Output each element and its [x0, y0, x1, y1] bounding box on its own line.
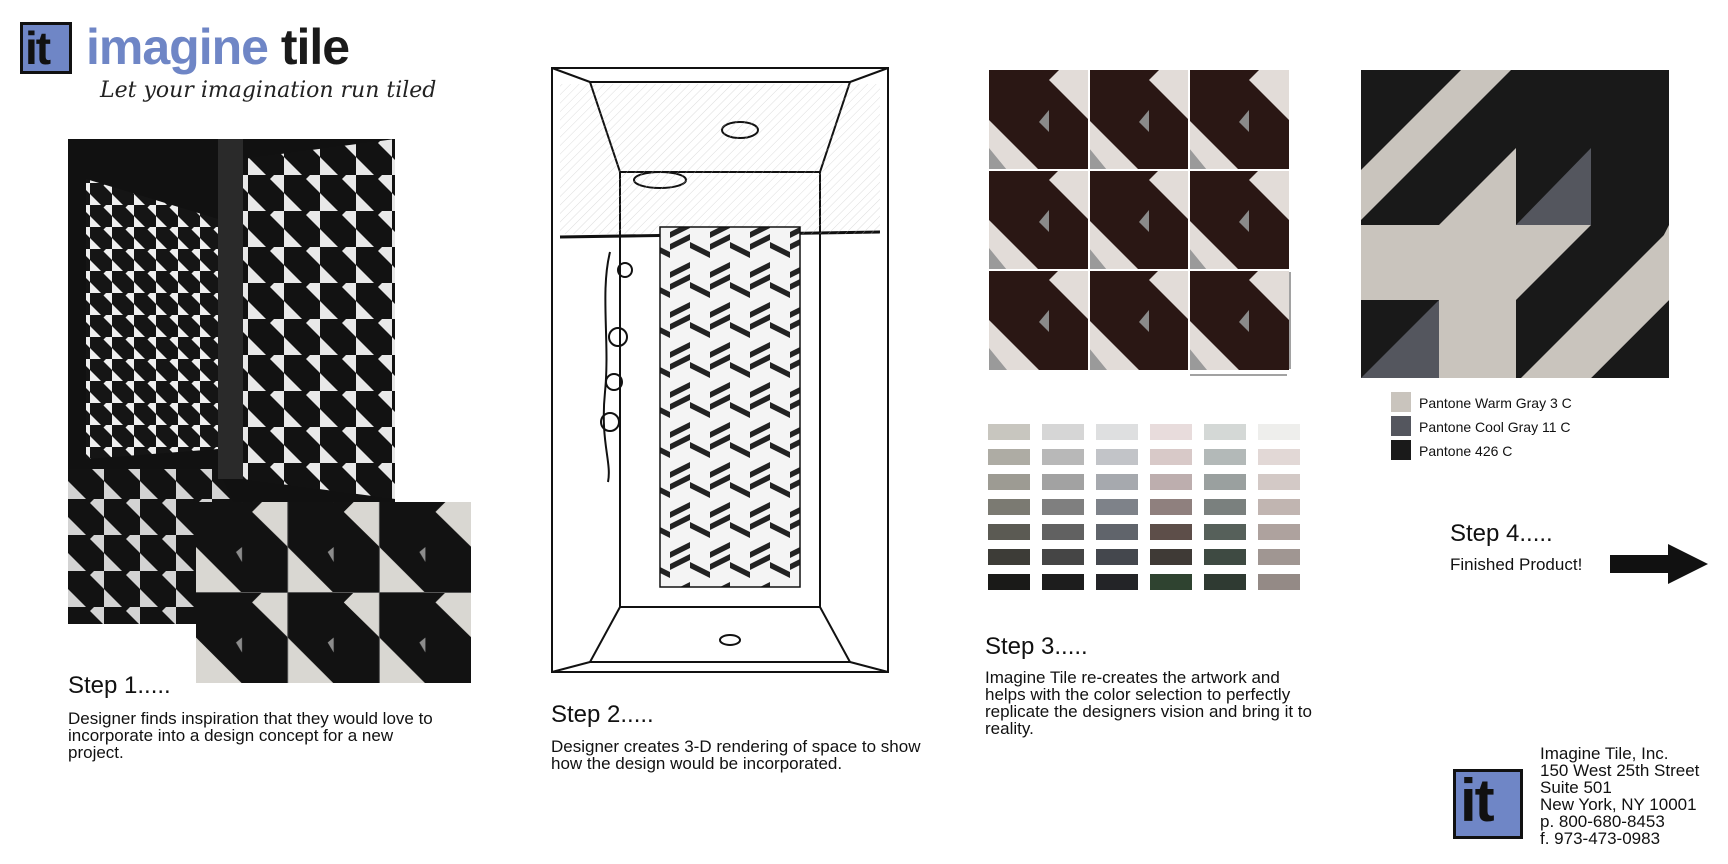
- arrow-right-icon: [1610, 544, 1708, 584]
- contact-phone: p. 800-680-8453: [1540, 812, 1665, 831]
- pantone-swatch-chart: [988, 424, 1300, 600]
- step2-description: Designer creates 3-D rendering of space to show how the design would be incorporated.: [551, 737, 921, 773]
- contact-city: New York, NY 10001: [1540, 795, 1697, 814]
- brand-name: imagine tile: [86, 19, 350, 75]
- contact-company: Imagine Tile, Inc.: [1540, 744, 1669, 763]
- swatch-426: [1391, 440, 1411, 460]
- contact-fax: f. 973-473-0983: [1540, 829, 1661, 848]
- contact-suite: Suite 501: [1540, 778, 1612, 797]
- tagline: Let your imagination run tiled: [100, 78, 437, 103]
- step3-title: Step 3.....: [985, 633, 1088, 660]
- swatch-cool-gray: [1391, 416, 1411, 436]
- footer-logo-icon: it: [1453, 769, 1523, 839]
- contact-street: 150 West 25th Street: [1540, 761, 1700, 780]
- step4-finished-tile: [1361, 70, 1669, 378]
- swatch-label-426: Pantone 426 C: [1419, 443, 1513, 459]
- step1-title: Step 1.....: [68, 672, 171, 699]
- step3-description: Imagine Tile re-creates the artwork and helps with the color selection to perfectly replicate the designers vision and bring it to reality.: [985, 668, 1312, 738]
- contact-block: [1540, 745, 1699, 847]
- step4-title: Step 4.....: [1450, 520, 1553, 547]
- swatch-warm-gray: [1391, 392, 1411, 412]
- step2-sketch: [550, 62, 892, 678]
- step4-description: Finished Product!: [1450, 555, 1583, 574]
- swatch-label-warm-gray: Pantone Warm Gray 3 C: [1419, 395, 1572, 411]
- swatch-label-cool-gray: Pantone Cool Gray 11 C: [1419, 419, 1571, 435]
- step1-tile-sample: [196, 502, 471, 683]
- step1-description: Designer finds inspiration that they would love to incorporate into a design concept for a new project.: [68, 709, 433, 762]
- dimension-marks: [1190, 272, 1300, 382]
- step2-title: Step 2.....: [551, 701, 654, 728]
- logo-icon: it: [20, 22, 72, 74]
